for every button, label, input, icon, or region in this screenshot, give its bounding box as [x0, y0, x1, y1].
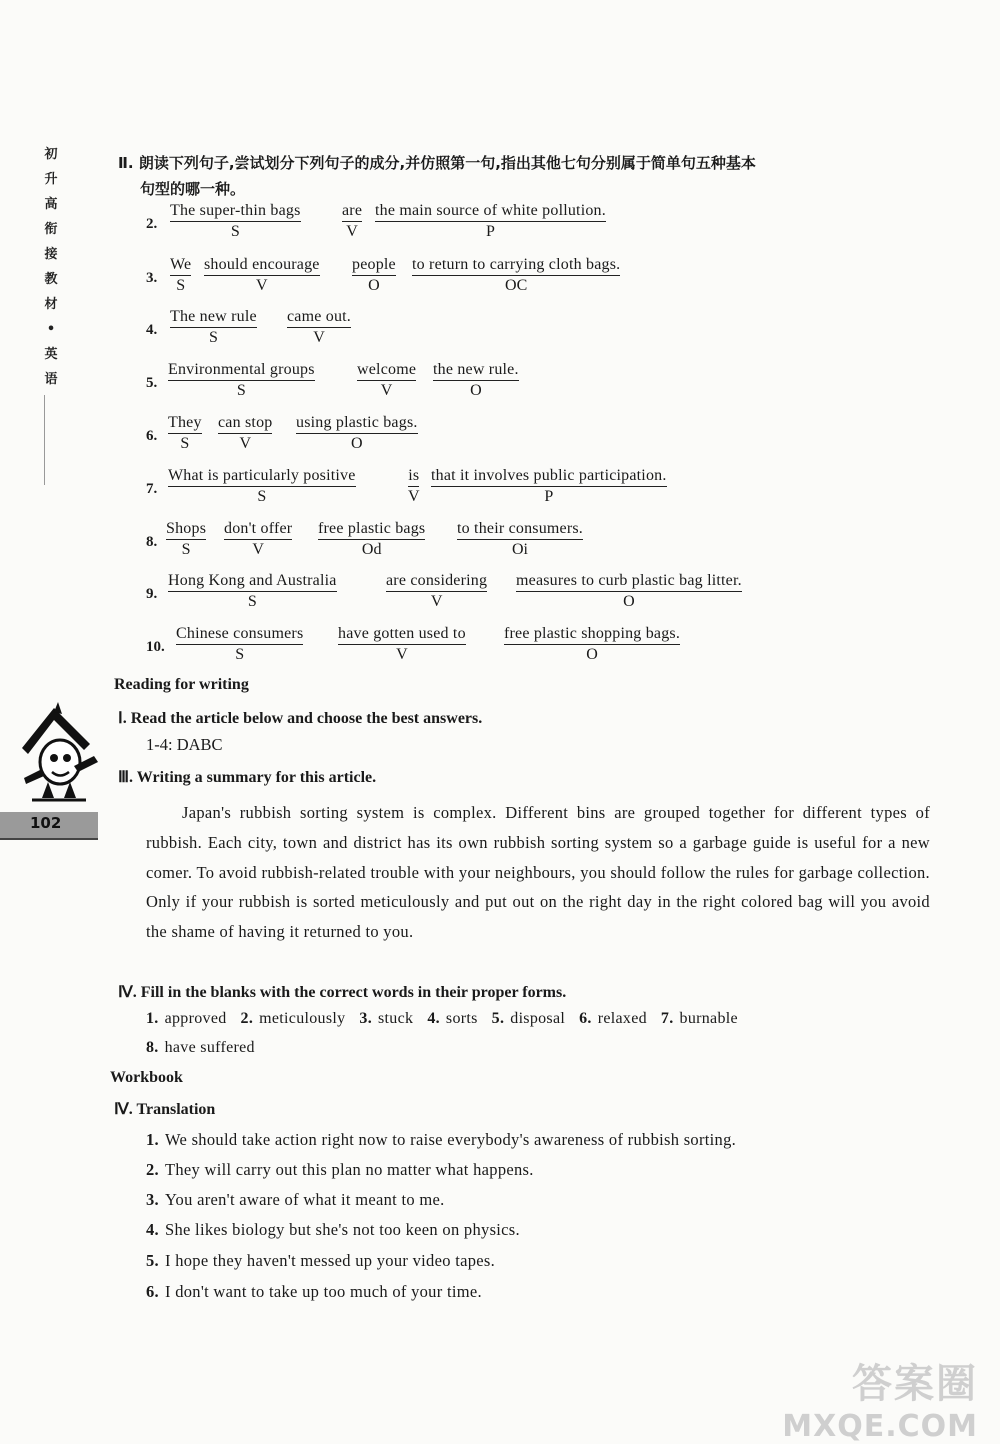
constituent-text: The super-thin bags [170, 202, 301, 222]
section2-instruction [118, 150, 948, 202]
q3-title: Ⅲ. Writing a summary for this article. [118, 769, 377, 786]
constituent-text: free plastic shopping bags. [504, 625, 680, 645]
q1-title: Ⅰ. Read the article below and choose the best answers. [118, 710, 483, 727]
constituent-text: should encourage [204, 256, 320, 276]
sentence-constituent [357, 361, 416, 400]
side-title-char: 英 [44, 347, 58, 362]
constituent-label: V [256, 277, 268, 294]
sentence-number: 9. [146, 586, 158, 602]
constituent-label: V [396, 646, 408, 663]
sentence-constituent [412, 256, 620, 295]
fill-blank-answers-row2 [146, 1039, 269, 1057]
constituent-text: welcome [357, 361, 416, 381]
constituent-label: O [470, 382, 482, 399]
constituent-text: to return to carrying cloth bags. [412, 256, 620, 276]
constituent-label: V [380, 382, 393, 399]
sentence-constituent [516, 572, 742, 611]
side-title-char: 高 [44, 197, 58, 212]
constituent-text: can stop [218, 414, 272, 434]
q1-answer: 1-4: DABC [146, 735, 223, 754]
constituent-text: that it involves public participation. [431, 467, 667, 487]
page-number: 102 [30, 814, 62, 832]
translation-item: 3. You aren't aware of what it meant to me. [146, 1190, 445, 1209]
side-title-char: 语 [44, 372, 58, 387]
translation-item: 2. They will carry out this plan no matter what happens. [146, 1160, 534, 1179]
sentence-number: 5. [146, 375, 158, 391]
side-title-char: • [46, 322, 56, 337]
q4-title: Ⅳ. Fill in the blanks with the correct words in their proper forms. [118, 984, 567, 1001]
constituent-label: O [586, 646, 598, 663]
section2-marker: Ⅱ. [118, 154, 134, 172]
section2-line1: 朗读下列句子,尝试划分下列句子的成分,并仿照第一句,指出其他七句分别属于简单句五种基本 [138, 154, 756, 172]
sentence-number: 7. [146, 481, 158, 497]
constituent-label: O [368, 277, 380, 294]
constituent-text: are considering [386, 572, 487, 592]
constituent-label: S [208, 329, 218, 346]
constituent-text: measures to curb plastic bag litter. [516, 572, 742, 592]
constituent-label: O [351, 435, 363, 452]
side-title-char: 接 [44, 247, 58, 262]
blank-answer: 7. burnable [660, 1010, 738, 1027]
constituent-text: have gotten used to [338, 625, 466, 645]
constituent-label: V [239, 435, 252, 452]
watermark-logo: 答案圈 MXQE.COM [782, 1361, 978, 1444]
constituent-label: S [247, 593, 257, 610]
fill-blank-answers-row1 [146, 1010, 752, 1028]
sentence-constituent [287, 308, 351, 347]
constituent-text: What is particularly positive [168, 467, 356, 487]
constituent-text: to their consumers. [457, 520, 583, 540]
reading-for-writing-heading: Reading for writing [114, 676, 249, 693]
constituent-text: We [170, 256, 191, 276]
constituent-label: S [180, 435, 190, 452]
blank-answer: 8. have suffered [146, 1039, 255, 1056]
blank-answer: 3. stuck [359, 1010, 414, 1027]
constituent-label: O [623, 593, 635, 610]
sentence-constituent [296, 414, 418, 453]
constituent-label: Oi [512, 541, 528, 558]
constituent-label: S [176, 277, 186, 294]
side-title-char: 材 [44, 297, 58, 312]
sentence-constituent [168, 467, 356, 506]
sentence-number: 4. [146, 322, 158, 338]
constituent-label: V [346, 223, 358, 240]
constituent-text: using plastic bags. [296, 414, 418, 434]
sentence-constituent [431, 467, 667, 506]
constituent-label: P [544, 488, 554, 505]
constituent-text: Shops [166, 520, 206, 540]
sentence-constituent [166, 520, 206, 559]
constituent-label: S [230, 223, 240, 240]
constituent-label: S [257, 488, 267, 505]
sentence-constituent [168, 361, 315, 400]
constituent-text: are [342, 202, 362, 222]
sentence-constituent [386, 572, 487, 611]
constituent-label: P [486, 223, 495, 240]
blank-answer: 5. disposal [491, 1010, 566, 1027]
blank-answer: 6. relaxed [579, 1010, 647, 1027]
constituent-text: don't offer [224, 520, 292, 540]
translation-item: 6. I don't want to take up too much of your time. [146, 1282, 482, 1301]
constituent-label: S [181, 541, 191, 558]
translation-title: Ⅳ. Translation [114, 1101, 216, 1118]
sentence-number: 8. [146, 534, 158, 550]
translation-item: 4. She likes biology but she's not too keen on physics. [146, 1220, 520, 1239]
sentence-constituent [168, 572, 337, 611]
constituent-label: S [236, 382, 246, 399]
side-book-title [38, 142, 64, 392]
constituent-text: Hong Kong and Australia [168, 572, 337, 592]
sentence-constituent [408, 467, 420, 506]
side-title-char: 教 [44, 272, 58, 287]
constituent-text: free plastic bags [318, 520, 425, 540]
constituent-text: came out. [287, 308, 351, 328]
constituent-text: The new rule [170, 308, 257, 328]
sentence-constituent [224, 520, 292, 559]
translation-item: 1. We should take action right now to raise everybody's awareness of rubbish sorting. [146, 1130, 737, 1149]
constituent-label: S [235, 646, 245, 663]
translation-item: 5. I hope they haven't messed up your video tapes. [146, 1251, 496, 1270]
sentence-number: 6. [146, 428, 158, 444]
constituent-text: people [352, 256, 396, 276]
mascot-illustration [14, 700, 104, 805]
blank-answer: 4. sorts [427, 1010, 478, 1027]
side-title-char: 衔 [44, 222, 58, 237]
constituent-text: is [408, 467, 419, 487]
sentence-constituent [318, 520, 425, 559]
sentence-number: 2. [146, 216, 158, 232]
constituent-text: the new rule. [433, 361, 519, 381]
constituent-label: V [252, 541, 264, 558]
sentence-constituent [352, 256, 396, 295]
sentence-constituent [204, 256, 320, 295]
sentence-constituent [504, 625, 680, 664]
constituent-label: V [313, 329, 325, 346]
side-title-char: 初 [44, 147, 58, 162]
constituent-label: Od [361, 541, 382, 558]
constituent-label: OC [505, 277, 528, 294]
constituent-label: V [430, 593, 443, 610]
sentence-constituent [170, 308, 257, 347]
sentence-constituent [168, 414, 202, 453]
sentence-constituent [433, 361, 519, 400]
sentence-constituent [375, 202, 606, 241]
sentence-constituent [170, 202, 301, 241]
sentence-constituent [170, 256, 191, 295]
summary-paragraph: Japan's rubbish sorting system is complex. Different bins are grouped together for different types of rubbish. Each city, town and district has its own rubbish sorting system so a garbage guide is useful for a new comer. To avoid rubbish-related trouble with your neighbours, you should follow the rules for garbage collection. Only if your rubbish is sorted meticulously and put out on the right day in the right colored bag will you avoid the shame of having it returned to you. [146, 803, 930, 942]
side-divider [44, 395, 45, 485]
sentence-constituent [218, 414, 272, 453]
constituent-label: V [408, 488, 420, 505]
section2-line2: 句型的哪一种。 [140, 180, 246, 198]
constituent-text: the main source of white pollution. [375, 202, 606, 222]
constituent-text: Chinese consumers [176, 625, 303, 645]
constituent-text: Environmental groups [168, 361, 315, 381]
side-title-char: 升 [44, 172, 58, 187]
sentence-constituent [176, 625, 303, 664]
sentence-constituent [342, 202, 362, 241]
blank-answer: 2. meticulously [240, 1010, 346, 1027]
sentence-number: 3. [146, 270, 158, 286]
workbook-heading: Workbook [110, 1069, 183, 1086]
blank-answer: 1. approved [146, 1010, 227, 1027]
sentence-constituent [338, 625, 466, 664]
constituent-text: They [168, 414, 202, 434]
sentence-number: 10. [146, 639, 165, 655]
sentence-constituent [457, 520, 583, 559]
